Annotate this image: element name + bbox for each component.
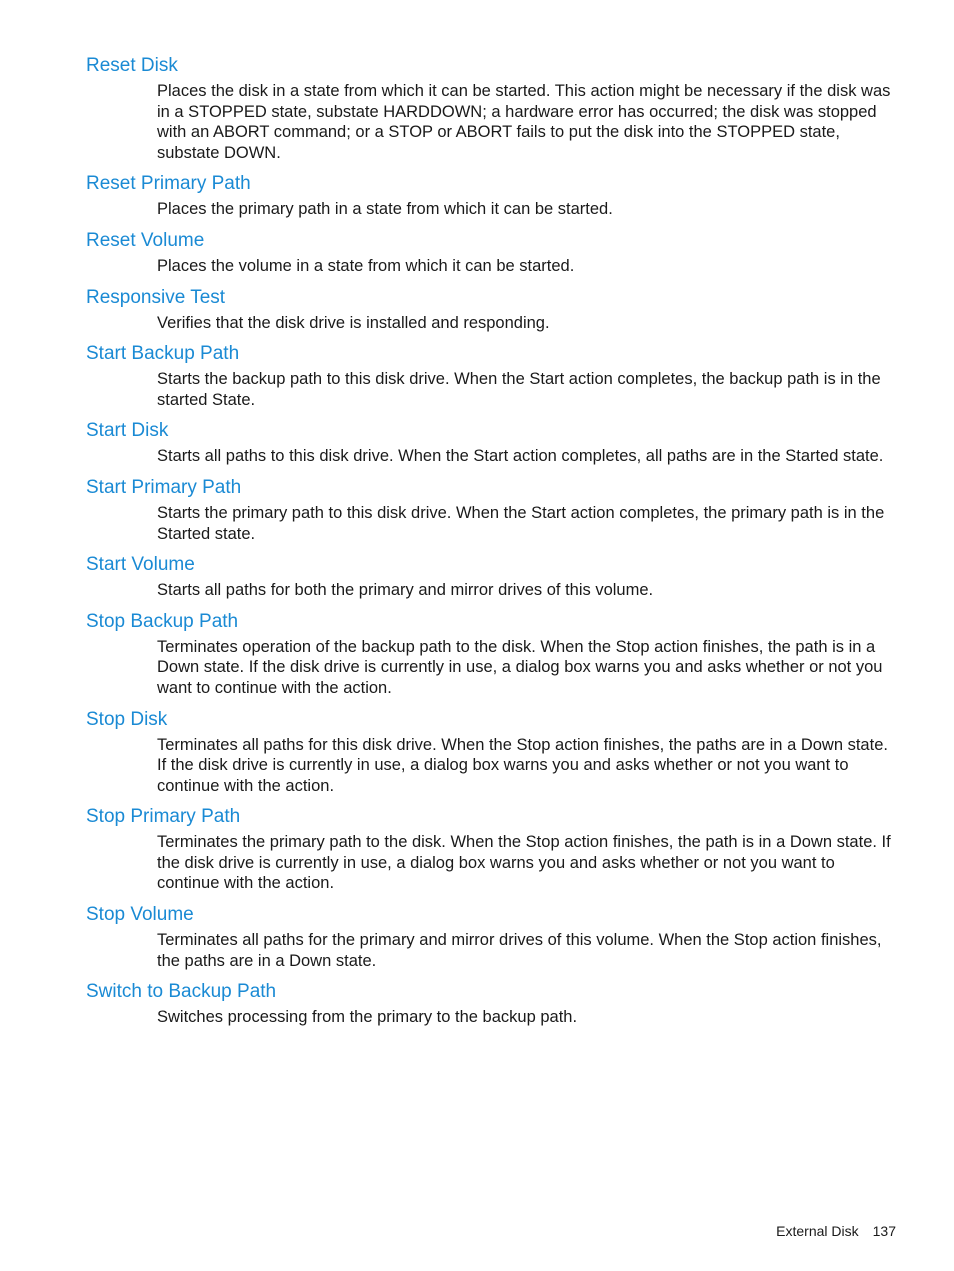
term-reset-disk: Reset Disk <box>86 55 178 76</box>
definition-entry <box>0 553 954 601</box>
page-number: 137 <box>872 1223 896 1239</box>
term-switch-to-backup-path: Switch to Backup Path <box>86 981 277 1003</box>
term-responsive-test: Responsive Test <box>86 286 226 308</box>
definition-entry <box>0 708 954 797</box>
definition-entry <box>0 342 954 410</box>
term-stop-backup-path: Stop Backup Path <box>86 610 239 632</box>
description-stop-primary-path: Terminates the primary path to the disk. When the Stop action finishes, the path is in a Down state. If the disk drive is currently in use, a dialog box warns you and asks whether or not you want to continue with the action. <box>157 833 891 893</box>
term-start-primary-path: Start Primary Path <box>86 476 242 498</box>
description-reset-volume: Places the volume in a state from which it can be started. <box>157 256 575 275</box>
page-footer <box>776 1222 896 1240</box>
footer-section-title: External Disk <box>776 1223 859 1239</box>
description-reset-primary-path: Places the primary path in a state from which it can be started. <box>157 200 613 219</box>
term-reset-volume: Reset Volume <box>86 229 205 251</box>
description-stop-backup-path: Terminates operation of the backup path to the disk. When the Stop action finishes, the path is in a Down state. If the disk drive is currently in use, a dialog box warns you and asks whether or not you want to continue with the action. <box>157 637 883 697</box>
term-start-disk: Start Disk <box>86 420 169 442</box>
definition-list <box>0 54 954 1028</box>
term-stop-disk: Stop Disk <box>86 708 168 730</box>
description-start-backup-path: Starts the backup path to this disk drive. When the Start action completes, the backup path is in the started State. <box>157 370 881 409</box>
term-start-backup-path: Start Backup Path <box>86 343 240 365</box>
term-start-volume: Start Volume <box>86 554 195 576</box>
definition-entry <box>0 419 954 467</box>
definition-entry <box>0 286 954 334</box>
description-start-primary-path: Starts the primary path to this disk drive. When the Start action completes, the primary path is in the Started state. <box>157 503 885 543</box>
definition-entry <box>0 476 954 544</box>
definition-entry <box>0 229 954 277</box>
description-start-disk: Starts all paths to this disk drive. When the Start action completes, all paths are in the Started state. <box>157 447 884 466</box>
description-stop-volume: Terminates all paths for the primary and mirror drives of this volume. When the Stop action finishes, the paths are in a Down state. <box>157 931 882 970</box>
description-stop-disk: Terminates all paths for this disk drive. When the Stop action finishes, the paths are in a Down state. If the disk drive is currently in use, a dialog box warns you and asks whether or not you want to continue with the action. <box>157 735 888 795</box>
definition-entry <box>0 610 954 699</box>
definition-entry <box>0 172 954 220</box>
term-stop-volume: Stop Volume <box>86 904 194 926</box>
term-reset-primary-path: Reset Primary Path <box>86 173 251 195</box>
definition-entry <box>0 54 954 163</box>
definition-entry <box>0 980 954 1028</box>
description-switch-to-backup-path: Switches processing from the primary to the backup path. <box>157 1008 578 1027</box>
term-stop-primary-path: Stop Primary Path <box>86 806 241 828</box>
description-start-volume: Starts all paths for both the primary and mirror drives of this volume. <box>157 581 654 600</box>
description-responsive-test: Verifies that the disk drive is installed and responding. <box>157 313 550 332</box>
definition-entry <box>0 903 954 971</box>
definition-entry <box>0 805 954 894</box>
description-reset-disk: Places the disk in a state from which it can be started. This action might be necessary if the disk was in a STOPPED state, substate HARDDOWN; a hardware error has occurred; the disk was stopped with an ABORT command; or a STOP or ABORT fails to put the disk into the STOPPED state, substate DOWN. <box>157 82 891 162</box>
